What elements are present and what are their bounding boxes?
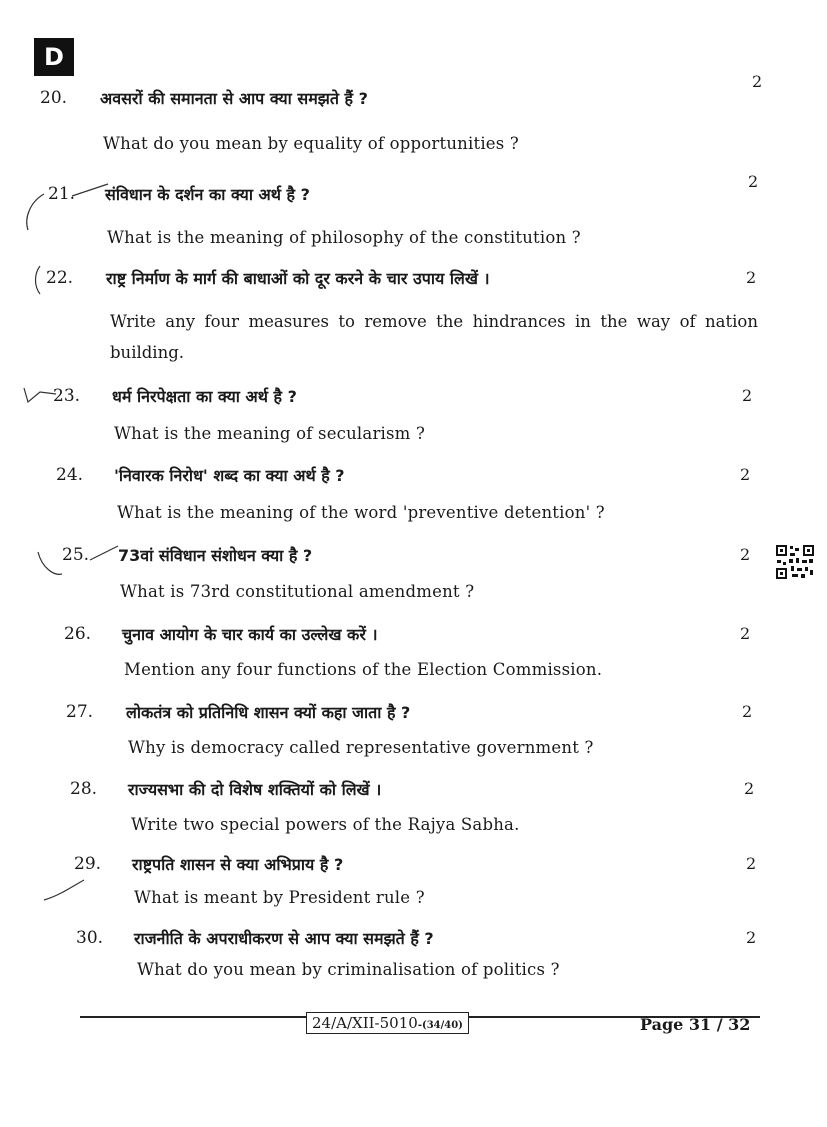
pen-tick-mark-icon [36,540,126,580]
question-number: 28. [70,779,98,799]
set-label-badge: D [34,38,74,76]
question-text-hindi: राज्यसभा की दो विशेष शक्तियों को लिखें । [128,780,382,799]
question-27 [0,698,827,728]
question-text-hindi: चुनाव आयोग के चार कार्य का उल्लेख करें । [122,625,378,644]
question-26 [0,620,827,650]
question-text-hindi: अवसरों की समानता से आप क्या समझते हैं ? [100,89,368,108]
question-30-english: What do you mean by criminalisation of politics ? [137,960,560,979]
question-number: 24. [56,465,84,485]
question-text-hindi: राष्ट्र निर्माण के मार्ग की बाधाओं को दूर करने के चार उपाय लिखें । [106,269,490,288]
question-text-hindi: लोकतंत्र को प्रतिनिधि शासन क्यों कहा जाता है ? [126,703,411,722]
question-24 [0,461,827,491]
question-27-english: Why is democracy called representative government ? [128,738,594,757]
question-text-hindi: धर्म निरपेक्षता का क्या अर्थ है ? [112,387,297,406]
pen-tick-mark-icon [20,384,60,410]
question-number: 29. [74,854,102,874]
question-marks: 2 [740,465,751,484]
paper-code-suffix: -(34/40) [417,1020,463,1031]
question-marks: 2 [752,72,763,91]
question-marks: 2 [742,386,753,405]
question-marks: 2 [742,702,753,721]
question-marks: 2 [748,172,759,191]
question-26-english: Mention any four functions of the Election Commission. [124,660,603,679]
question-30 [0,924,827,954]
question-number: 27. [66,702,94,722]
question-marks: 2 [740,545,751,564]
question-number: 30. [76,928,104,948]
question-text-hindi: 73वां संविधान संशोधन क्या है ? [118,546,313,565]
question-22-english: Write any four measures to remove the hindrances in the way of nation building. [110,312,758,362]
question-number: 25. [62,545,90,565]
question-20-english: What do you mean by equality of opportunities ? [103,134,519,153]
paper-code [306,1012,469,1034]
question-text-hindi: राजनीति के अपराधीकरण से आप क्या समझते हैं ? [134,929,434,948]
paper-code-main: 24/A/XII-5010 [312,1014,418,1032]
question-marks: 2 [746,928,757,947]
question-28 [0,775,827,805]
question-marks: 2 [746,854,757,873]
question-number: 20. [40,88,68,108]
question-marks: 2 [744,779,755,798]
question-number: 23. [53,386,81,406]
question-number: 22. [46,268,74,288]
question-text-hindi: 'निवारक निरोध' शब्द का क्या अर्थ है ? [114,466,345,485]
question-marks: 2 [740,624,751,643]
pen-stroke-mark-icon [40,876,90,906]
question-marks: 2 [746,268,757,287]
question-21-english: What is the meaning of philosophy of the constitution ? [107,228,581,247]
question-25-english: What is 73rd constitutional amendment ? [120,582,475,601]
question-23-english: What is the meaning of secularism ? [114,424,426,443]
question-29 [0,850,827,880]
question-number: 26. [64,624,92,644]
pen-bracket-mark-icon [30,262,50,298]
question-20 [0,72,827,114]
question-21 [0,172,827,210]
question-text-hindi: राष्ट्रपति शासन से क्या अभिप्राय है ? [132,855,344,874]
question-text-hindi: संविधान के दर्शन का क्या अर्थ है ? [105,185,310,204]
question-24-english: What is the meaning of the word 'preventive detention' ? [117,503,605,522]
question-23 [0,382,827,412]
pen-tick-mark-icon [16,180,116,240]
question-29-english: What is meant by President rule ? [134,888,425,907]
question-28-english: Write two special powers of the Rajya Sabha. [131,815,520,834]
question-number: 21. [48,184,76,204]
page-number: Page 31 / 32 [640,1015,751,1034]
question-22 [0,264,827,294]
qr-code-icon [775,544,815,580]
